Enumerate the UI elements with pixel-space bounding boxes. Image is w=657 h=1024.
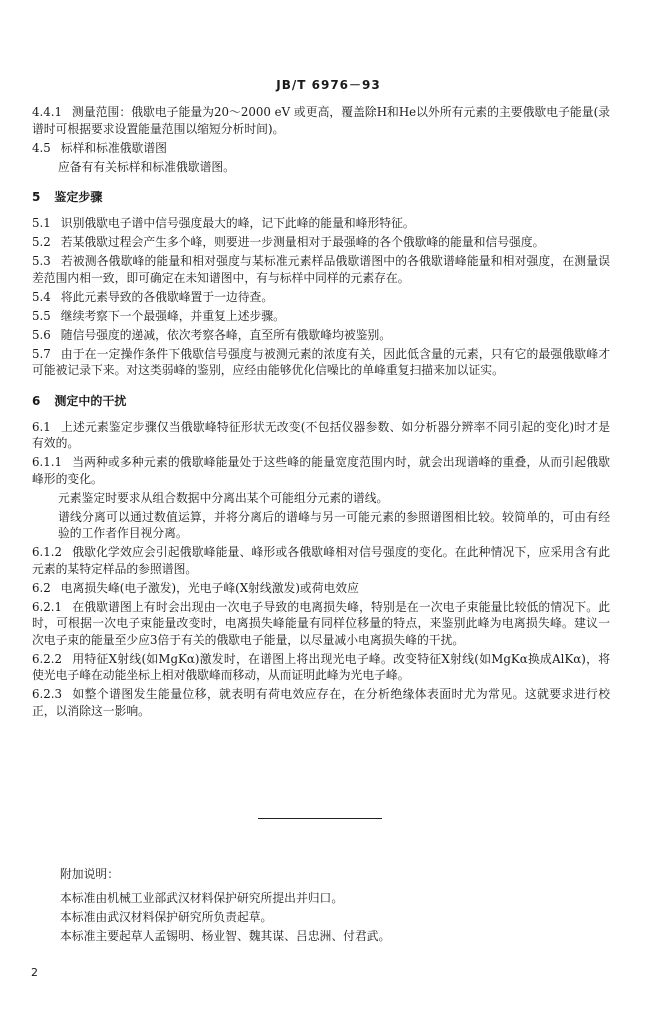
clause-text: 用特征X射线(如MgKα)激发时，在谱图上将出现光电子峰。改变特征X射线(如MgKα换成AlKα)，将使光电子峰在动能坐标上相对俄歇峰而移动，从而证明此峰为光电子峰。 xyxy=(32,651,610,682)
clause-number: 5.2 xyxy=(32,235,51,249)
clause-paragraph xyxy=(32,686,610,719)
clause-paragraph xyxy=(32,140,610,157)
clause-text: 应备有有关标样和标准俄歇谱图。 xyxy=(58,159,235,174)
page-number: 2 xyxy=(31,966,38,979)
clause-number: 6.1.2 xyxy=(32,545,63,559)
notes-line: 本标准由武汉材料保护研究所负责起草。 xyxy=(60,909,273,924)
clause-number: 5.3 xyxy=(32,254,51,268)
clause-text: 继续考察下一个最强峰，并重复上述步骤。 xyxy=(60,308,285,323)
clause-text: 上述元素鉴定步骤仅当俄歇峰特征形状无改变(不包括仪器参数、如分析器分辨率不同引起的变化)时才是有效的。 xyxy=(32,419,610,450)
clause-text: 标样和标准俄歇谱图 xyxy=(60,140,167,155)
clause-paragraph xyxy=(32,234,610,251)
clause-paragraph xyxy=(32,327,610,344)
clause-number: 6.1 xyxy=(32,419,51,434)
clause-paragraph xyxy=(32,308,610,325)
clause-text: 若某俄歇过程会产生多个峰，则要进一步测量相对于最强峰的各个俄歇峰的能量和信号强度。 xyxy=(60,235,545,249)
document-body xyxy=(32,104,610,722)
clause-text: 测量范围：俄歇电子能量为20～2000 eV 或更高，覆盖除H和He以外所有元素的主要俄歇电子能量(录谱时可根据要求设置能量范围以缩短分析时间)。 xyxy=(32,105,610,136)
end-divider xyxy=(258,818,382,819)
clause-text: 识别俄歇电子谱中信号强度最大的峰，记下此峰的能量和峰形特征。 xyxy=(60,216,415,230)
notes-line: 本标准主要起草人孟锡明、杨业智、魏其谋、吕忠洲、付君武。 xyxy=(60,928,391,943)
clause-paragraph xyxy=(32,419,610,452)
clause-text: 随信号强度的递减，依次考察各峰，直至所有俄歇峰均被鉴别。 xyxy=(60,327,392,342)
clause-text: 俄歇化学效应会引起俄歇峰能量、峰形或各俄歇峰相对信号强度的变化。在此种情况下，应采用含有此元素的某特定样品的参照谱图。 xyxy=(32,545,610,576)
additional-notes xyxy=(60,866,600,947)
clause-number: 6.1.1 xyxy=(32,455,63,469)
clause-paragraph xyxy=(32,490,610,507)
clause-text: 由于在一定操作条件下俄歇信号强度与被测元素的浓度有关，因此低含量的元素，只有它的最强俄歇峰才可能被记录下来。对这类弱峰的鉴别，应经由能够优化信噪比的单峰重复扫描来加以证实。 xyxy=(32,346,610,377)
section-heading xyxy=(32,393,610,409)
clause-paragraph xyxy=(32,509,610,542)
section-heading xyxy=(32,189,610,205)
clause-paragraph xyxy=(32,346,610,379)
clause-text: 如整个谱图发生能量位移，就表明有荷电效应存在，在分析绝缘体表面时尤为常见。这就要求进行校正，以消除这一影响。 xyxy=(32,687,610,718)
clause-number: 5.6 xyxy=(32,327,51,342)
clause-number: 4.5 xyxy=(32,140,51,155)
clause-text: 鉴定步骤 xyxy=(54,190,103,204)
clause-number: 6.2.3 xyxy=(32,687,63,701)
clause-number: 5.1 xyxy=(32,216,51,230)
clause-paragraph xyxy=(32,159,610,176)
clause-number: 6.2.1 xyxy=(32,599,63,614)
clause-paragraph xyxy=(32,215,610,232)
clause-text: 测定中的干扰 xyxy=(54,393,127,408)
clause-number: 5.4 xyxy=(32,289,51,304)
clause-text: 元素鉴定时要求从组合数据中分离出某个可能组分元素的谱线。 xyxy=(58,490,389,505)
clause-text: 在俄歇谱图上有时会出现由一次电子导致的电离损失峰，特别是在一次电子束能量比较低的情况下。此时，可根据一次电子束能量改变时，电离损失峰能量有同样位移量的特点，来鉴别此峰为电离损失峰。建议一次电子束的能量至少应3倍于有关的俄歇电子能量，以尽量减小电离损失峰的干扰。 xyxy=(32,599,610,647)
clause-number: 5.5 xyxy=(32,308,51,323)
notes-line: 本标准由机械工业部武汉材料保护研究所提出并归口。 xyxy=(60,890,344,905)
clause-text: 电离损失峰(电子激发)，光电子峰(X射线激发)或荷电效应 xyxy=(60,580,359,595)
notes-heading: 附加说明： xyxy=(60,867,119,881)
clause-number: 5 xyxy=(32,190,41,204)
page-header: JB/T 6976－93 xyxy=(276,78,381,92)
clause-number: 6 xyxy=(32,393,41,408)
clause-paragraph xyxy=(32,651,610,684)
clause-paragraph xyxy=(32,544,610,577)
clause-paragraph xyxy=(32,599,610,649)
clause-paragraph xyxy=(32,253,610,286)
clause-text: 当两种或多种元素的俄歇峰能量处于这些峰的能量宽度范围内时，就会出现谱峰的重叠，从而引起俄歇峰形的变化。 xyxy=(32,455,610,486)
clause-number: 4.4.1 xyxy=(32,105,63,119)
clause-paragraph xyxy=(32,289,610,306)
clause-number: 6.2 xyxy=(32,580,51,595)
clause-number: 5.7 xyxy=(32,346,51,361)
clause-text: 若被测各俄歇峰的能量和相对强度与某标准元素样品俄歇谱图中的各俄歇谱峰能量和相对强度，在测量误差范围内相一致，即可确定在未知谱图中，有与标样中同样的元素存在。 xyxy=(32,254,610,285)
clause-paragraph xyxy=(32,580,610,597)
clause-text: 将此元素导致的各俄歇峰置于一边待查。 xyxy=(60,289,274,304)
clause-text: 谱线分离可以通过数值运算，并将分离后的谱峰与另一可能元素的参照谱图相比较。较简单的，可由有经验的工作者作目视分离。 xyxy=(58,509,610,540)
clause-number: 6.2.2 xyxy=(32,651,63,666)
clause-paragraph xyxy=(32,454,610,487)
clause-paragraph xyxy=(32,104,610,137)
